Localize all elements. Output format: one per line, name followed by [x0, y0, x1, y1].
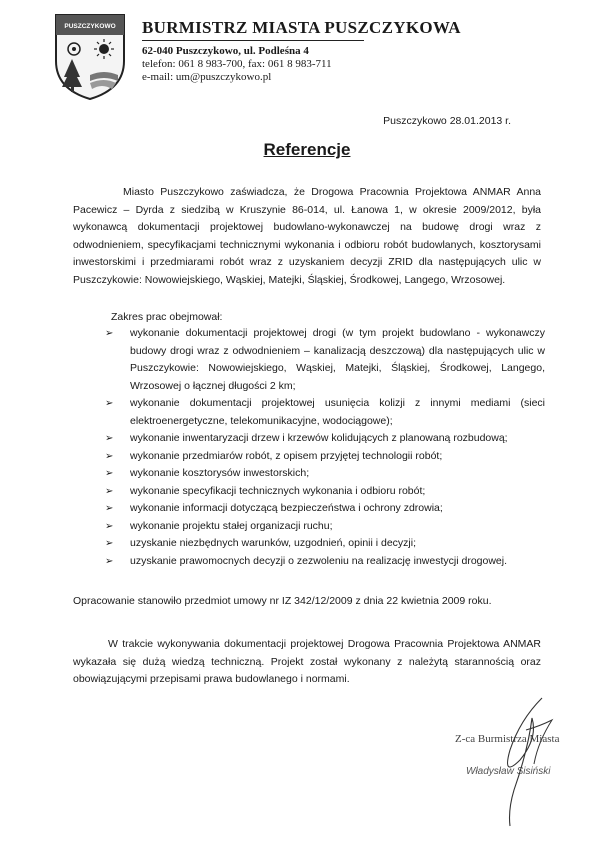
arrow-bullet-icon: ➢: [105, 538, 114, 549]
arrow-bullet-icon: ➢: [105, 398, 114, 409]
list-item-text: wykonanie inwentaryzacji drzew i krzewów kolidujących z planowaną rozbudową;: [130, 432, 508, 444]
list-item-text: wykonanie kosztorysów inwestorskich;: [130, 467, 310, 479]
list-item-text: wykonanie informacji dotyczącą bezpieczeństwa i ochrony zdrowia;: [130, 502, 443, 514]
org-phone: telefon: 061 8 983-700, fax: 061 8 983-711: [142, 58, 332, 70]
letter-date: Puszczykowo 28.01.2013 r.: [383, 115, 511, 127]
arrow-bullet-icon: ➢: [105, 555, 114, 567]
list-item-text: wykonanie dokumentacji projektowej drogi (w tym projekt budowlano - wykonawczy budowy drogi wraz z odwodnieniem – kanalizacją deszczową) dla następujących ulic w Puszczykowie: Nowowiejskiego, Wąskiej, Matejki, Śląskiej, Środkowej, Langego, Wrzosowej o łącznej długości 2 km;: [130, 327, 545, 392]
list-item: [105, 500, 545, 518]
org-address: 62-040 Puszczykowo, ul. Podleśna 4: [142, 45, 309, 57]
document-title: Referencje: [263, 140, 351, 159]
signatory-name: Władysław Sisiński: [466, 766, 551, 777]
arrow-bullet-icon: ➢: [105, 433, 114, 444]
arrow-bullet-icon: ➢: [105, 328, 114, 339]
intro-paragraph: Miasto Puszczykowo zaświadcza, że Drogowa Pracownia Projektowa ANMAR Anna Pacewicz – Dyrda z siedzibą w Kruszynie 86-014, ul. Łanowa 1, w okresie 2009/2012, była wykonawcą dokumentacji projektowej budowlano-wykonawczej na budowę drogi wraz z odwodnieniem, specyfikacjami technicznymi wykonania i odbioru robót budowlanych, kosztorysami inwestorskimi i przedmiarami robót wraz z uzyskaniem decyzji ZRID dla następujących ulic w Puszczykowie: Nowowiejskiego, Wąskiej, Matejki, Śląskiej, Środkowej, Langego, Wrzosowej.: [73, 186, 541, 286]
list-item-text: wykonanie dokumentacji projektowej usunięcia kolizji z innymi mediami (sieci elektroenergetyczne, telekomunikacyjne, wodociągowe);: [130, 397, 545, 427]
org-email: e-mail: um@puszczykowo.pl: [142, 71, 272, 83]
scope-list: [105, 325, 545, 570]
arrow-bullet-icon: ➢: [105, 468, 114, 479]
scope-label: Zakres prac obejmował:: [111, 311, 223, 323]
list-item: [105, 325, 545, 395]
list-item: [105, 518, 545, 536]
list-item-text: wykonanie specyfikacji technicznych wykonania i odbioru robót;: [130, 484, 426, 497]
org-name: BURMISTRZ MIASTA PUSZCZYKOWA: [142, 18, 364, 41]
arrow-bullet-icon: ➢: [105, 485, 114, 497]
list-item: [105, 430, 545, 448]
city-crest-icon: [54, 13, 126, 101]
arrow-bullet-icon: ➢: [105, 520, 114, 532]
arrow-bullet-icon: ➢: [105, 503, 114, 514]
list-item: [105, 395, 545, 430]
handwritten-signature-icon: [480, 690, 575, 830]
list-item-text: wykonanie projektu stałej organizacji ruchu;: [130, 519, 333, 532]
signatory-role: Z-ca Burmistrza Miasta: [455, 733, 560, 745]
letterhead: [142, 18, 461, 84]
list-item: [105, 465, 545, 483]
contract-paragraph: Opracowanie stanowiło przedmiot umowy nr IZ 342/12/2009 z dnia 22 kwietnia 2009 roku.: [73, 595, 492, 607]
list-item: [105, 535, 545, 553]
list-item-text: wykonanie przedmiarów robót, z opisem przyjętej technologii robót;: [130, 449, 443, 462]
crest-text: PUSZCZYKOWO: [64, 23, 116, 30]
list-item: [105, 553, 545, 571]
list-item-text: uzyskanie prawomocnych decyzji o zezwoleniu na realizację inwestycji drogowej.: [130, 554, 508, 567]
closing-paragraph: W trakcie wykonywania dokumentacji projektowej Drogowa Pracownia Projektowa ANMAR wykazała się dużą wiedzą techniczną. Projekt został wykonany z należytą starannością oraz obowiązującymi przepisami prawa budowlanego i normami.: [73, 638, 541, 685]
list-item: [105, 448, 545, 466]
list-item: [105, 483, 545, 501]
arrow-bullet-icon: ➢: [105, 450, 114, 462]
list-item-text: uzyskanie niezbędnych warunków, uzgodnień, opinii i decyzji;: [130, 537, 417, 549]
